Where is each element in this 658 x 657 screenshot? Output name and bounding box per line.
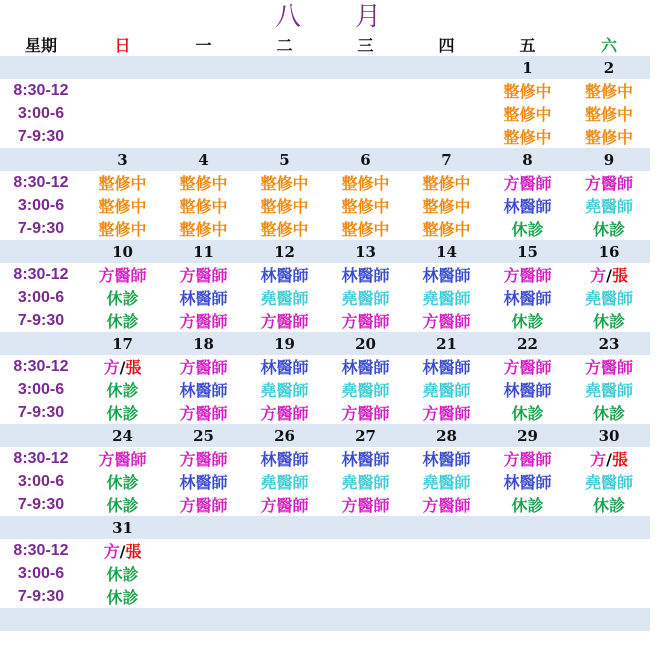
time-slot-row <box>0 562 650 585</box>
week-date-row <box>0 424 650 447</box>
date-cell: 15 <box>487 240 568 263</box>
dr-fang-part: 方 <box>590 266 607 285</box>
dr-lin-cell: 林醫師 <box>179 473 228 492</box>
date-cell: 11 <box>163 240 244 263</box>
date-cell: 20 <box>325 332 406 355</box>
date-cell <box>163 56 244 79</box>
weekday-0: 日 <box>114 36 131 55</box>
time-slot-row <box>0 286 650 309</box>
empty-cell <box>406 125 487 148</box>
empty-cell <box>325 585 406 608</box>
empty-cell <box>163 585 244 608</box>
closed-cell: 休診 <box>106 565 139 584</box>
dr-fang-cell: 方醫師 <box>503 266 552 285</box>
date-row-label <box>0 516 82 539</box>
dr-fang-cell: 方醫師 <box>98 450 147 469</box>
dr-fang-cell: 方醫師 <box>584 174 633 193</box>
closed-cell: 休診 <box>592 496 625 515</box>
footer-bar-cell <box>244 608 325 631</box>
dr-zhang-part: 張 <box>611 450 628 469</box>
footer-bar-cell <box>487 608 568 631</box>
dr-fang-cell: 方醫師 <box>341 404 390 423</box>
date-cell <box>406 516 487 539</box>
renovation-cell: 整修中 <box>341 197 390 216</box>
dr-yao-cell: 堯醫師 <box>584 197 633 216</box>
closed-cell: 休診 <box>106 496 139 515</box>
month-title-right: 月 <box>355 2 384 32</box>
dr-fang-cell: 方醫師 <box>503 358 552 377</box>
dr-lin-cell: 林醫師 <box>422 358 471 377</box>
weekday-header-row <box>0 33 650 56</box>
split-separator: / <box>119 358 126 377</box>
shared-shift-cell <box>82 355 163 378</box>
date-cell: 28 <box>406 424 487 447</box>
dr-fang-cell: 方醫師 <box>260 404 309 423</box>
date-cell: 24 <box>82 424 163 447</box>
dr-fang-cell: 方醫師 <box>179 266 228 285</box>
dr-lin-cell: 林醫師 <box>503 197 552 216</box>
dr-yao-cell: 堯醫師 <box>422 381 471 400</box>
dr-yao-cell: 堯醫師 <box>422 289 471 308</box>
date-cell <box>568 516 650 539</box>
date-cell: 6 <box>325 148 406 171</box>
empty-cell <box>244 539 325 562</box>
dr-fang-cell: 方醫師 <box>422 496 471 515</box>
dr-lin-cell: 林醫師 <box>341 358 390 377</box>
empty-cell <box>487 562 568 585</box>
time-slot-row <box>0 79 650 102</box>
closed-cell: 休診 <box>106 289 139 308</box>
time-slot-label: 3:00-6 <box>17 380 65 398</box>
week-date-row <box>0 148 650 171</box>
dr-fang-part: 方 <box>103 542 120 561</box>
empty-cell <box>325 562 406 585</box>
time-slot-label: 3:00-6 <box>17 288 65 306</box>
month-title <box>0 0 658 34</box>
empty-cell <box>244 125 325 148</box>
split-separator: / <box>119 542 126 561</box>
renovation-cell: 整修中 <box>179 174 228 193</box>
empty-cell <box>568 562 650 585</box>
month-title-left: 八 <box>274 2 303 32</box>
week-date-row <box>0 332 650 355</box>
time-slot-row <box>0 217 650 240</box>
time-slot-row <box>0 378 650 401</box>
dr-fang-part: 方 <box>103 358 120 377</box>
dr-fang-cell: 方醫師 <box>179 358 228 377</box>
closed-cell: 休診 <box>511 404 544 423</box>
date-cell: 19 <box>244 332 325 355</box>
empty-cell <box>406 539 487 562</box>
time-slot-row <box>0 309 650 332</box>
empty-cell <box>244 79 325 102</box>
weekday-6: 六 <box>600 36 617 55</box>
date-cell: 16 <box>568 240 650 263</box>
dr-yao-cell: 堯醫師 <box>260 289 309 308</box>
dr-lin-cell: 林醫師 <box>503 289 552 308</box>
dr-fang-cell: 方醫師 <box>422 404 471 423</box>
time-slot-label: 3:00-6 <box>17 104 65 122</box>
empty-cell <box>82 79 163 102</box>
date-cell: 5 <box>244 148 325 171</box>
footer-bar-cell <box>0 608 82 631</box>
renovation-cell: 整修中 <box>260 197 309 216</box>
time-slot-row <box>0 447 650 470</box>
shared-shift-cell <box>568 447 650 470</box>
closed-cell: 休診 <box>106 312 139 331</box>
time-slot-label: 7-9:30 <box>17 219 65 237</box>
date-row-label <box>0 332 82 355</box>
time-slot-row <box>0 263 650 286</box>
date-cell: 31 <box>82 516 163 539</box>
weekday-5: 五 <box>519 36 536 55</box>
renovation-cell: 整修中 <box>98 220 147 239</box>
empty-cell <box>82 125 163 148</box>
dr-lin-cell: 林醫師 <box>422 266 471 285</box>
closed-cell: 休診 <box>106 404 139 423</box>
empty-cell <box>487 539 568 562</box>
renovation-cell: 整修中 <box>341 220 390 239</box>
renovation-cell: 整修中 <box>179 197 228 216</box>
dr-yao-cell: 堯醫師 <box>341 289 390 308</box>
empty-cell <box>163 562 244 585</box>
renovation-cell: 整修中 <box>584 128 633 147</box>
footer-bar-cell <box>163 608 244 631</box>
date-cell: 7 <box>406 148 487 171</box>
time-slot-label: 8:30-12 <box>13 265 69 283</box>
weekday-label: 星期 <box>24 36 57 55</box>
renovation-cell: 整修中 <box>341 174 390 193</box>
date-cell <box>244 56 325 79</box>
dr-fang-cell: 方醫師 <box>503 174 552 193</box>
dr-yao-cell: 堯醫師 <box>584 289 633 308</box>
dr-fang-cell: 方醫師 <box>98 266 147 285</box>
date-cell: 1 <box>487 56 568 79</box>
date-cell: 22 <box>487 332 568 355</box>
split-separator: / <box>606 450 612 469</box>
empty-cell <box>406 102 487 125</box>
date-row-label <box>0 240 82 263</box>
weekday-1: 一 <box>195 36 212 55</box>
date-row-label <box>0 424 82 447</box>
week-date-row <box>0 56 650 79</box>
dr-lin-cell: 林醫師 <box>260 450 309 469</box>
date-cell <box>82 56 163 79</box>
time-slot-label: 8:30-12 <box>13 541 69 559</box>
empty-cell <box>163 79 244 102</box>
renovation-cell: 整修中 <box>98 174 147 193</box>
dr-lin-cell: 林醫師 <box>179 289 228 308</box>
time-slot-row <box>0 102 650 125</box>
time-slot-row <box>0 493 650 516</box>
renovation-cell: 整修中 <box>260 220 309 239</box>
closed-cell: 休診 <box>592 404 625 423</box>
closed-cell: 休診 <box>592 220 625 239</box>
dr-lin-cell: 林醫師 <box>341 266 390 285</box>
date-row-label <box>0 148 82 171</box>
dr-lin-cell: 林醫師 <box>503 473 552 492</box>
time-slot-label: 7-9:30 <box>17 495 65 513</box>
time-slot-label: 8:30-12 <box>13 357 69 375</box>
time-slot-label: 3:00-6 <box>17 472 65 490</box>
dr-fang-cell: 方醫師 <box>179 404 228 423</box>
dr-yao-cell: 堯醫師 <box>584 473 633 492</box>
empty-cell <box>325 125 406 148</box>
empty-cell <box>163 125 244 148</box>
dr-lin-cell: 林醫師 <box>260 266 309 285</box>
date-cell <box>325 516 406 539</box>
closed-cell: 休診 <box>511 312 544 331</box>
closed-cell: 休診 <box>511 220 544 239</box>
dr-yao-cell: 堯醫師 <box>260 473 309 492</box>
time-slot-label: 7-9:30 <box>17 403 65 421</box>
time-slot-row <box>0 125 650 148</box>
split-separator: / <box>606 266 612 285</box>
renovation-cell: 整修中 <box>260 174 309 193</box>
shared-shift-cell <box>568 263 650 286</box>
empty-cell <box>325 79 406 102</box>
date-cell: 9 <box>568 148 650 171</box>
dr-yao-cell: 堯醫師 <box>422 473 471 492</box>
footer-bar-cell <box>82 608 163 631</box>
dr-fang-cell: 方醫師 <box>260 312 309 331</box>
renovation-cell: 整修中 <box>422 174 471 193</box>
date-cell <box>244 516 325 539</box>
dr-fang-cell: 方醫師 <box>422 312 471 331</box>
week-date-row <box>0 240 650 263</box>
week-date-row <box>0 516 650 539</box>
renovation-cell: 整修中 <box>503 82 552 101</box>
renovation-cell: 整修中 <box>98 197 147 216</box>
closed-cell: 休診 <box>106 588 139 607</box>
dr-fang-cell: 方醫師 <box>503 450 552 469</box>
empty-cell <box>325 102 406 125</box>
date-cell: 27 <box>325 424 406 447</box>
date-cell <box>163 516 244 539</box>
empty-cell <box>568 585 650 608</box>
dr-zhang-part: 張 <box>125 542 142 561</box>
time-slot-label: 3:00-6 <box>17 564 65 582</box>
time-slot-label: 7-9:30 <box>17 311 65 329</box>
time-slot-row <box>0 401 650 424</box>
dr-yao-cell: 堯醫師 <box>260 381 309 400</box>
renovation-cell: 整修中 <box>584 105 633 124</box>
weekday-3: 三 <box>357 36 374 55</box>
dr-lin-cell: 林醫師 <box>503 381 552 400</box>
dr-fang-cell: 方醫師 <box>260 496 309 515</box>
closed-cell: 休診 <box>592 312 625 331</box>
date-cell: 18 <box>163 332 244 355</box>
dr-lin-cell: 林醫師 <box>422 450 471 469</box>
empty-cell <box>406 585 487 608</box>
date-cell <box>487 516 568 539</box>
date-cell: 8 <box>487 148 568 171</box>
date-cell: 3 <box>82 148 163 171</box>
dr-fang-cell: 方醫師 <box>179 312 228 331</box>
date-cell: 17 <box>82 332 163 355</box>
date-cell: 21 <box>406 332 487 355</box>
footer-bar-cell <box>325 608 406 631</box>
empty-cell <box>244 585 325 608</box>
renovation-cell: 整修中 <box>179 220 228 239</box>
time-slot-row <box>0 171 650 194</box>
time-slot-row <box>0 194 650 217</box>
closed-cell: 休診 <box>106 381 139 400</box>
date-cell <box>406 56 487 79</box>
date-cell: 4 <box>163 148 244 171</box>
empty-cell <box>406 79 487 102</box>
date-cell: 30 <box>568 424 650 447</box>
date-cell: 23 <box>568 332 650 355</box>
dr-fang-cell: 方醫師 <box>341 312 390 331</box>
date-cell: 14 <box>406 240 487 263</box>
weekday-4: 四 <box>438 36 455 55</box>
time-slot-row <box>0 585 650 608</box>
renovation-cell: 整修中 <box>422 197 471 216</box>
dr-fang-cell: 方醫師 <box>179 496 228 515</box>
empty-cell <box>406 562 487 585</box>
empty-cell <box>568 539 650 562</box>
dr-lin-cell: 林醫師 <box>341 450 390 469</box>
dr-zhang-part: 張 <box>125 358 142 377</box>
dr-yao-cell: 堯醫師 <box>341 381 390 400</box>
empty-cell <box>325 539 406 562</box>
date-cell: 10 <box>82 240 163 263</box>
date-cell <box>325 56 406 79</box>
empty-cell <box>244 102 325 125</box>
time-slot-label: 7-9:30 <box>17 587 65 605</box>
dr-yao-cell: 堯醫師 <box>584 381 633 400</box>
footer-bar-cell <box>568 608 650 631</box>
dr-yao-cell: 堯醫師 <box>341 473 390 492</box>
date-cell: 29 <box>487 424 568 447</box>
date-cell: 26 <box>244 424 325 447</box>
empty-cell <box>163 539 244 562</box>
footer-bar-cell <box>406 608 487 631</box>
time-slot-label: 7-9:30 <box>17 127 65 145</box>
date-cell: 12 <box>244 240 325 263</box>
dr-lin-cell: 林醫師 <box>179 381 228 400</box>
time-slot-row <box>0 539 650 562</box>
footer-bar <box>0 608 650 631</box>
empty-cell <box>163 102 244 125</box>
date-cell: 25 <box>163 424 244 447</box>
closed-cell: 休診 <box>511 496 544 515</box>
dr-lin-cell: 林醫師 <box>260 358 309 377</box>
renovation-cell: 整修中 <box>584 82 633 101</box>
shared-shift-cell <box>82 539 163 562</box>
schedule-table <box>0 33 650 631</box>
date-cell: 13 <box>325 240 406 263</box>
renovation-cell: 整修中 <box>503 128 552 147</box>
dr-zhang-part: 張 <box>611 266 628 285</box>
closed-cell: 休診 <box>106 473 139 492</box>
time-slot-label: 8:30-12 <box>13 173 69 191</box>
empty-cell <box>244 562 325 585</box>
empty-cell <box>487 585 568 608</box>
date-row-label <box>0 56 82 79</box>
date-cell: 2 <box>568 56 650 79</box>
renovation-cell: 整修中 <box>503 105 552 124</box>
time-slot-row <box>0 470 650 493</box>
time-slot-label: 8:30-12 <box>13 449 69 467</box>
empty-cell <box>82 102 163 125</box>
dr-fang-cell: 方醫師 <box>179 450 228 469</box>
dr-fang-cell: 方醫師 <box>584 358 633 377</box>
time-slot-label: 3:00-6 <box>17 196 65 214</box>
time-slot-row <box>0 355 650 378</box>
dr-fang-part: 方 <box>590 450 607 469</box>
renovation-cell: 整修中 <box>422 220 471 239</box>
weekday-2: 二 <box>276 36 293 55</box>
time-slot-label: 8:30-12 <box>13 81 69 99</box>
dr-fang-cell: 方醫師 <box>341 496 390 515</box>
